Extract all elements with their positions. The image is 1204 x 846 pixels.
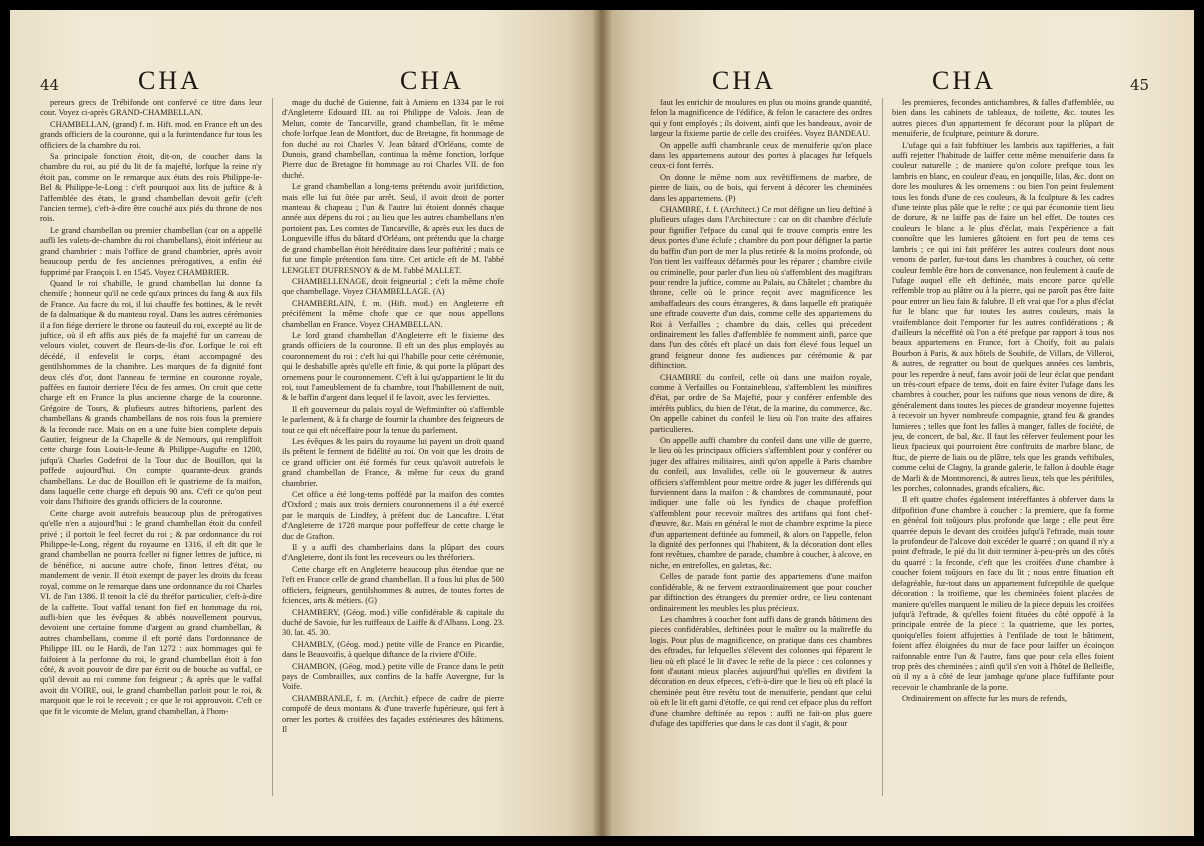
- paragraph: CHAMBRANLE, f. m. (Archit.) efpece de cadre de pierre compofé de deux montans & d'une traverfe fupérieure, qui fert à orner les portes & croifées des façades extérieures des bâtimens. Il: [282, 693, 504, 734]
- left-page: [10, 10, 602, 836]
- paragraph: CHAMBLY, (Géog. mod.) petite ville de France en Picardie, dans le Beauvoifis, à quelque diftance de la riviere d'Oife.: [282, 639, 504, 660]
- page-number: 44: [40, 76, 60, 94]
- paragraph: Le lord grand chambellan d'Angleterre eft le fixieme des grands officiers de la couronne. Il eft un des plus employés au couronnement du roi : c'eft lui qui l'habille pour cette cérémonie, qui le deshabille après qu'elle eft finie, & qui porte la plûpart des ornemens pour le couronnement. C'eft à lui qu'appartient le lit du roi, tout l'ameublement de fa chambre, tout l'habillement de nuit, & le baffin d'argent dans lequel il fe lavoit, avec les ferviettes.: [282, 330, 504, 403]
- left-page-header: [10, 66, 602, 96]
- column-rule: [882, 98, 883, 796]
- paragraph: CHAMBRE, f. f. (Architect.) Ce mot défigne un lieu deftiné à plufieurs ufages dans l'Architecture : car on dit chambre d'éclufe pour fignifier l'efpace du canal qui fe trouve compris entre les deux portes d'une éclufe ; chambre du port pour défigner la partie du baffin d'un port de mer la plus retirée & la moins profonde, où l'on tient les vaiffeaux défarmés pour les réparer ; chambre civile ou criminelle, pour parler d'un lieu où s'affemblent des magiftrats pour rendre la juftice, comme au Palais, au Châtelet ; chambre du throne, celle où le prince reçoit avec magnificence les ambaffadeurs des cours étrangeres, & dans laquelle eft pratiquée une eftrade couverte d'un dais, comme celle des appartemens du Roi à Verfailles ; chambre du dais, celles qui précedent ordinairement les falles d'affemblée fe nomment ainfi, parce que dans l'un des côtés eft placé un dais fort élevé fous lequel un grand feigneur donne fes audiences par cérémonie & par diftinction.: [650, 205, 872, 371]
- paragraph: CHAMBON, (Géog. mod.) petite ville de France dans le petit pays de Combrailles, aux confins de la baffe Auvergne, fur la Voife.: [282, 661, 504, 692]
- paragraph: pereurs grecs de Trébifonde ont confervé ce titre dans leur cour. Voyez ci-après GRAND-CHAMBELLAN.: [40, 98, 262, 118]
- paragraph: On appelle auffi chambre du confeil dans une ville de guerre, le lieu où les principaux officiers s'affemblent pour y conférer ou juger des affaires militaires, ainfi qu'on appelle à Paris chambre du confeil, aux Invalides, celle où le gouverneur & autres officiers s'affemblent pour mettre ordre & juger les différends qui furviennent dans la maifon : & chambres de communauté, pour indiquer une falle où les fyndics de chaque profeffion s'affemblent pour recevoir maîtres des artifans qui font chef-d'œuvre, &c. Mais en général le mot de chambre exprime la piece d'un appartement deftinée au fommeil, & alors on l'appelle, felon la dignité des perfonnes qui l'habitent, & la décoration dont elles font revêtues, chambre de parade, chambre à coucher, à alcove, en niche, en entrefolles, en galetas, &c.: [650, 436, 872, 570]
- text-column: [282, 98, 504, 796]
- right-page-header: [602, 66, 1194, 96]
- paragraph: CHAMBELLENAGE, droit feigneurial ; c'eft la même chofe que chambellage. Voyez CHAMBELLAGE. (A): [282, 276, 504, 297]
- book-gutter: [592, 10, 612, 836]
- paragraph: CHAMBELLAN, (grand) f. m. Hift. mod. en France eft un des grands officiers de la couronne, qui a la furintendance fur tous les officiers de la chambre du roi.: [40, 119, 262, 150]
- paragraph: Cette charge avoit autrefois beaucoup plus de prérogatives qu'elle n'en a aujourd'hui : le grand chambellan étoit du confeil privé ; il portoit le feel fecret du roi ; & par ordonnance du roi Philippe-le-Long, régent du royaume en 1316, il eft dit que le grand chambellan ne pourra fceller ni figner lettres de juftice, ni de bénéfice, ni aucune autre chofe, finon lettres d'état, ou mandement de venir. Il étoit exempt de payer les droits du fceau royal, comme on le remarque dans une ordonnance du roi Charles VI. de l'an 1386. Il tenoit la clé du thréfor particulier, c'eft-à-dire de la caffette. Tout vaffal tenant fon fief en hommage du roi, aufli-bien que les évêques & abbés nouvellement pourvus, devoient une certaine fomme d'argent au grand chambellan, & autres chambellans, comme il eft porté dans l'ordonnance de Philippe III. ou le Hardi, de l'an 1272 : aux hommages qui fe faifoient à la perfonne du roi, le grand chambellan étoit à fon côté, & avoit pouvoir de dire par écrit ou de bouche au vaffal, ce qu'il devoit au roi comme fon feigneur ; & après que le vaffal avoit dit VOIRE, oui, le grand chambellan parloit pour le roi, & marquoit que le roi le recevoit ; ce que le roi approuvoit. C'eft ce que fit le vicomte de Melun, grand chambellan, à l'hom-: [40, 508, 262, 716]
- paragraph: CHAMBRE du confeil, celle où dans une maifon royale, comme à Verfailles ou Fontainebleau, s'affemblent les miniftres d'état, par ordre de Sa Majefté, pour y conférer enfemble des intérêts publics, du bien de l'état, de la marine, du commerce, &c. On appelle cabinet du confeil le lieu où l'on traite des affaires particulieres.: [650, 372, 872, 434]
- paragraph: CHAMBERLAIN, f. m. (Hift. mod.) en Angleterre eft précifément la même chofe que ce que nous appellons chambellan en France. Voyez CHAMBELLAN.: [282, 298, 504, 329]
- right-page: [602, 10, 1194, 836]
- paragraph: Sa principale fonction étoit, dit-on, de coucher dans la chambre du roi, au pié du lit de fa majefté, lorfque la reine n'y étoit pas, comme on le remarque aux états des rois Philippe-le-Bel & Philippe-le-Long : c'eft pourquoi aux lits de juftice & à l'affemblée des états, le grand chambellan devoit gefir (c'eft l'ancien terme), c'eft-à-dire être couché aux piés du throne de nos rois.: [40, 152, 262, 224]
- paragraph: Il y a auffi des chamberlains dans la plûpart des cours d'Angleterre, dont ils font les receveurs ou les thréforiers.: [282, 543, 504, 563]
- paragraph: Quand le roi s'habille, le grand chambellan lui donne fa chemife ; honneur qu'il ne cede qu'aux princes du fang & aux fils de France. Au facre du roi, il lui chauffe fes bottines, & le revêt de fa dalmatique & du manteau royal. Dans les autres cérémonies il a fon fiége derriere le throne ou fauteuil du roi, excepté au lit de juftice, où il eft affis aux piés de fa majefté fur un carreau de velours violet, couvert de fleurs-de-lis d'or. Lorfque le roi eft décédé, il enfevelit le corps, étant accompagné des gentilshommes de la chambre. Les marques de fa dignité font deux clés d'or, dont l'anneau fe termine en couronne royale, paffées en fautoir derriere l'écu de fes armes. On croit que cette charge eft en France la plus ancienne charge de la couronne. Grégoire de Tours, & plufieurs autres hiftoriens, parlent des chambellans & grands chambellans de nos rois fous la premiere & la feconde race. Mais on en a une fuite bien complete depuis Gautier, feigneur de la Chapelle & de Nemours, qui rempliffoit cette charge fous Louis-le-Jeune & Philippe-Augufte en 1200, jufqu'à Charles Godefroi de la Tour duc de Bouillon, qui la poffede aujourd'hui. On compte quarante-deux grands chambellans. Le duc de Bouillon eft le quatrieme de fa maifon, dans laquelle cette charge eft depuis 90 ans. C'eft ce qu'on peut voir dans l'hiftoire des grands officiers de la couronne.: [40, 278, 262, 507]
- paragraph: Cet office a été long-tems poffédé par la maifon des comtes d'Oxford ; mais aux trois derniers couronnemens il a été exercé par le marquis de Lindfey, à préfent duc de Lancaftre. L'état d'Angleterre de 1728 marque pour poffeffeur de cette charge le duc de Grafton.: [282, 490, 504, 541]
- paragraph: Il eft gouverneur du palais royal de Weftminfter où s'affemble le parlement, & à fa charge de fournir la chambre des feigneurs de tout ce qui eft néceffaire pour la tenue du parlement.: [282, 404, 504, 435]
- paragraph: On appelle auffi chambranle ceux de menuiferie qu'on place dans les appartemens autour des portes à placages fur lefquels ceux-ci font ferrés.: [650, 140, 872, 171]
- text-column: [40, 98, 262, 796]
- paragraph: Il eft quatre chofes également intéreffantes à obferver dans la difpofition d'une chambre à coucher : la premiere, que fa forme en général foit toûjours plus profonde que large ; elle peut être quarrée depuis le devant des croifées jufqu'à l'eftrade, mais toute la profondeur de l'alcove doit excéder le quarré ; on quand il n'y a point d'eftrade, le pié du lit doit terminer à-peu-près un des côtés du quarré : la feconde, c'eft que les croifées d'une chambre à coucher foient toûjours en face du lit ; nous entre fituation eft defagréable, fur-tout dans un appartement fufceptible de quelque décoration : la troifieme, que les cheminées foient placées de maniere qu'elles marquent le milieu de la piece depuis les croifées jufqu'à l'eftrade, & qu'elles foient fituées du côté oppofé à la principale entrée de la piece : la quatrieme, que les portes, quoiqu'elles foient affujetties à l'enfilade de tout le bâtiment, foient affez éloignées du mur de face pour laiffer un écoinçon raifonnable entre l'un & l'autre, fans que pour cela elles foient trop près des cheminées ; ainfi qu'il s'en voit à l'hôtel de Belleifle, où il ny a à côté de leur jambage qu'une place fuffifante pour recevoir le chambranle de la porte.: [892, 495, 1114, 692]
- paragraph: Les chambres à coucher font auffi dans de grands bâtimens des pieces confidérables, deftinées pour le maître ou la maîtreffe du logis. Pour plus de magnificence, on pratique dans ces chambres des eftrades, fur lefquelles s'élevent des colonnes qui féparent le lieu où eft placé le lit d'avec le refte de la piece : ces colonnes y font d'autant mieux placées aujourd'hui qu'elles en divifent la décoration en deux efpeces, c'eft-à-dire que le lieu où eft placé la cheminée peut être revêtu tout de menuiferie, pendant que celui où eft le lit eft garni d'étoffe, ce qui rend cet efpace plus du reffort d'une chambre deftinée au repos : auffi ne fait-on plus guere d'ufage des tapifferies que dans le cas dont il s'agit, & pour: [650, 614, 872, 728]
- paragraph: L'ufage qui a fait fubftituer les lambris aux tapifferies, a fait auffi rejetter l'habitude de laiffer cette même menuiferie dans fa couleur naturelle ; de maniere qu'on colore prefque tous les lambris en blanc, en couleur d'eau, en jonquille, lilas, &c. dont on dore les moulures & les ornemens : ou bien l'on peint feulement tous les fonds d'une de ces couleurs, & la fculpture & les cadres d'une teinte plus pâle que le refte ; ce qui par économie tient lieu de dorure, & ne laiffe pas de faire un bel effet. De toutes ces couleurs le blanc a le plus d'éclat, mais l'expérience a fait connoître que les lumieres gâtoient en fort peu de tems ces lambris ; ce qui ini fait préférer les autres couleurs dont nous venons de parler, fur-tout dans les chambres à coucher, où cette couleur femble être hors de convenance, non feulement à caufe de l'ufage auquel elle eft deftinée, mais encore parce qu'elle reffemble trop au plâtre ou à la pierre, qui ne paroît pas être faite pour entrer un lieu fain & falubre. Il eft vrai que l'or a plus d'éclat fur le blanc que fur toutes les autres couleurs, mais la vraifemblance doit l'emporter fur les autres confidérations ; & d'ailleurs la néceffité où l'on a été prefque par rapport à tous nos beaux appartemens en France, fort à Choify, foit au palais Bourbon à Paris, & aux hôtels de Soubife, de Villars, de Villeroi, & autres, de regratter ou bout de quelques années ces lambris, pour les reperdre à neuf, fans avoir joüi de leur éclat que pendant un très-court efpace de tems, doit en faire éviter l'ufage dans les chambres à coucher, pour les raifons que nous venons de dire, & généralement dans toutes les pieces de grandeur moyenne fujettes à recevoir un hyver nombreufe compagnie, grand feu & grandes lumieres ; telles que font les falles à manger, falles de fociété, de jeu, de concert, de bal, &c. Il faut les réferver feulement pour les lieux fpacieux qui pourroient être conftruits de marbre blanc, de ftuc, de pierre de liais ou de plâtre, tels que les grands veftibules, comme celui de Clagny, la grande galerie, le fallon à double étage de Marli & de Montmorenci, & autres lieux, tels que les périftiles, les porches, colonnades, grands efcaliers, &c.: [892, 140, 1114, 494]
- text-column: [892, 98, 1114, 796]
- paragraph: Le grand chambellan ou premier chambellan (car on a appellé aufli les valets-de-chambre du roi chambellans), étoit inférieur au grand chambrier : mais l'office de grand chambrier, après avoir beaucoup perdu de fes anciennes prérogatives, a enfin été fupprimé par François I. en 1545. Voyez CHAMBRIER.: [40, 225, 262, 277]
- paragraph: Le grand chambellan a long-tems prétendu avoir jurifdiction, mais elle lui fut ôtée par arrêt. Seul, il avoit droit de porter manteau & chapeau ; l'un & l'autre lui étoient donnés chaque année aux dépens du roi ; au lieu que les autres chambellans n'en portoient pas. Les comtes de Tancarville, & après eux les ducs de Longueville iffus du bâtard d'Orléans, ont prétendu que la charge de grand chambellan étoit héréditaire dans leur poftérité ; mais ce fut une fimple prétention fans titre. Cet article eft de M. l'abbé LENGLET DUFRESNOY & de M. l'abbé MALLET.: [282, 182, 504, 275]
- paragraph: On donne le même nom aux revêtiffemens de marbre, de pierre de liais, ou de bois, qui fervent à décorer les cheminées dans les appartemens. (P): [650, 172, 872, 203]
- running-headword: CHA: [932, 66, 996, 95]
- paragraph: Cette charge eft en Angleterre beaucoup plus étendue que ne l'eft en France celle de grand chambellan. Il a fous lui plus de 500 officiers, feigneurs, gentilshommes & autres, de toutes fortes de fciences, arts & métiers. (G): [282, 564, 504, 606]
- paragraph: mage du duché de Guienne, fait à Amiens en 1334 par le roi d'Angleterre Edouard III. au roi Philippe de Valois. Jean de Melun, comte de Tancarville, grand chambellan, fit le même chofe lorfque Jean de Montfort, duc de Bretagne, fit hommage de fon duché au roi Charles V. Jean bâtard d'Orléans, comte de Dunois, grand chambellan, continua la même fonction, lorfque Pierre duc de Bretagne fit hommage au roi Charles VII. de fon duché.: [282, 98, 504, 180]
- paragraph: Ordinairement on affecte fur les murs de refends,: [902, 694, 1067, 704]
- paragraph: Les évêques & les pairs du royaume lui payent un droit quand ils prêtent le ferment de fidélité au roi. On voit que les droits de ce grand officier ont été formés fur ceux qu'avoit autrefois le grand chambellan de France, & même fur ceux du grand chambrier.: [282, 437, 504, 488]
- page-number: 45: [1130, 76, 1150, 94]
- paragraph: Celles de parade font partie des appartemens d'une maifon confidérable, & ne fervent extraordinairement que pour coucher par diftinction des étrangers du premier ordre, ce lieu contenant ordinairement les meubles les plus précieux.: [650, 572, 872, 613]
- paragraph: faut les enrichir de moulures en plus ou moins grande quantité, felon la magnificence de l'édifice, & felon le caractere des ordres qui y font employés ; ils doivent, ainfi que les bandeaux, avoir de largeur la fixieme partie de celle des croifées. Voyez BANDEAU.: [650, 98, 872, 139]
- column-rule: [272, 98, 273, 796]
- running-headword: CHA: [138, 66, 202, 95]
- running-headword: CHA: [712, 66, 776, 95]
- paragraph: CHAMBERY, (Géog. mod.) ville confidérable & capitale du duché de Savoie, fur les ruiffeaux de Laiffe & d'Albans. Long. 23. 30. lat. 45. 30.: [282, 607, 504, 638]
- open-book: [10, 10, 1194, 836]
- running-headword: CHA: [400, 66, 464, 95]
- text-column: [650, 98, 872, 796]
- paragraph: les premieres, fecondes antichambres, & falles d'affemblée, ou bien dans les cabinets de tableaux, de toilette, &c. toutes les autres pieces d'un appartement fe décorant pour la plûpart de menuiferie, de fculpture, peinture & dorure.: [892, 98, 1114, 139]
